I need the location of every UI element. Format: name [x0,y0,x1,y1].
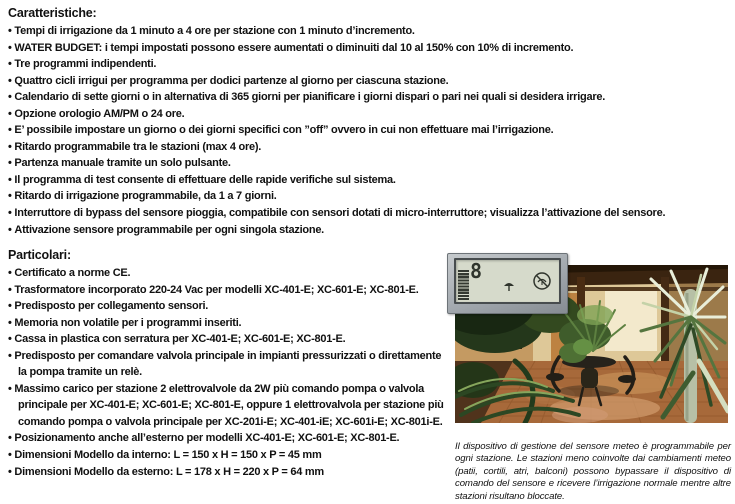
section-title: Caratteristiche: [8,6,97,20]
detail-item: • Posizionamento anche all’esterno per modelli XC-401-E; XC-601-E; XC-801-E. [8,430,450,447]
feature-item: • Attivazione sensore programmabile per ogni singola stazione. [8,222,732,239]
feature-item: • Ritardo di irrigazione programmabile, da 1 a 7 giorni. [8,188,732,205]
detail-item: • Dimensioni Modello da interno: L = 150 x H = 150 x P = 45 mm [8,447,450,464]
detail-item: • Massimo carico per stazione 2 elettrovalvole da 2W più comando pompa o valvola principale per XC-401-E; XC-601-E; XC-801-E, oppure 1 elettrovalvola per stazione più comando pompa o valvola principale per XC-201i-E; XC-401-iE; XC-601i-E; XC-801i-E. [8,381,450,431]
section-caratteristiche [8,6,732,238]
feature-item: • Il programma di test consente di effettuare delle rapide verifiche sul sistema. [8,172,732,189]
detail-item: • Memoria non volatile per i programmi inseriti. [8,315,450,332]
feature-item: • Interruttore di bypass del sensore pioggia, compatibile con sensori dotati di micro-interruttore; visualizza l’attivazione del sensore. [8,205,732,222]
section-title: Particolari: [8,248,71,262]
umbrella-sprinkler-icon [502,279,516,293]
section-particolari [8,248,450,480]
detail-item: • Dimensioni Modello da esterno: L = 178 x H = 220 x P = 64 mm [8,464,450,481]
detail-item: • Predisposto per collegamento sensori. [8,298,450,315]
feature-item: • Tempi di irrigazione da 1 minuto a 4 ore per stazione con 1 minuto d’incremento. [8,23,732,40]
lcd-screen [454,258,561,304]
detail-item: • Certificato a norme CE. [8,265,450,282]
lcd-station-number: 8 [470,259,483,283]
detail-item: • Cassa in plastica con serratura per XC-401-E; XC-601-E; XC-801-E. [8,331,450,348]
feature-item: • Quattro cicli irrigui per programma per dodici partenze al giorno per ciascuna stazione. [8,73,732,90]
figure-caption: Il dispositivo di gestione del sensore meteo è programmabile per ogni stazione. Le stazioni meno coinvolte dai cambiamenti meteo (patii, cortili, atri, balconi) possono bypassare il dispositivo di comando del sensore e ricevere l’irrigazione normale mentre altre stazioni risultano bloccate. [455,440,731,502]
feature-item: • Opzione orologio AM/PM o 24 ore. [8,106,732,123]
feature-item: • Calendario di sette giorni o in alternativa di 365 giorni per pianificare i giorni dispari o pari nei quali si desidera irrigare. [8,89,732,106]
station-progress-bars-icon [458,270,469,300]
feature-item: • WATER BUDGET: i tempi impostati possono essere aumentati o diminuiti dal 10 al 150% con 10% di incremento. [8,40,732,57]
feature-item: • E’ possibile impostare un giorno o dei giorni specifici con ”off” ovvero in cui non effettuare mai l’irrigazione. [8,122,732,139]
sensor-bypass-icon [532,271,552,291]
controller-lcd-display [447,253,568,314]
feature-list [8,23,732,238]
feature-item: • Tre programmi indipendenti. [8,56,732,73]
detail-list [8,265,450,480]
feature-item: • Ritardo programmabile tra le stazioni (max 4 ore). [8,139,732,156]
detail-item: • Trasformatore incorporato 220-24 Vac per modelli XC-401-E; XC-601-E; XC-801-E. [8,282,450,299]
feature-item: • Partenza manuale tramite un solo pulsante. [8,155,732,172]
detail-item: • Predisposto per comandare valvola principale in impianti pressurizzati o direttamente la pompa tramite un relè. [8,348,450,381]
